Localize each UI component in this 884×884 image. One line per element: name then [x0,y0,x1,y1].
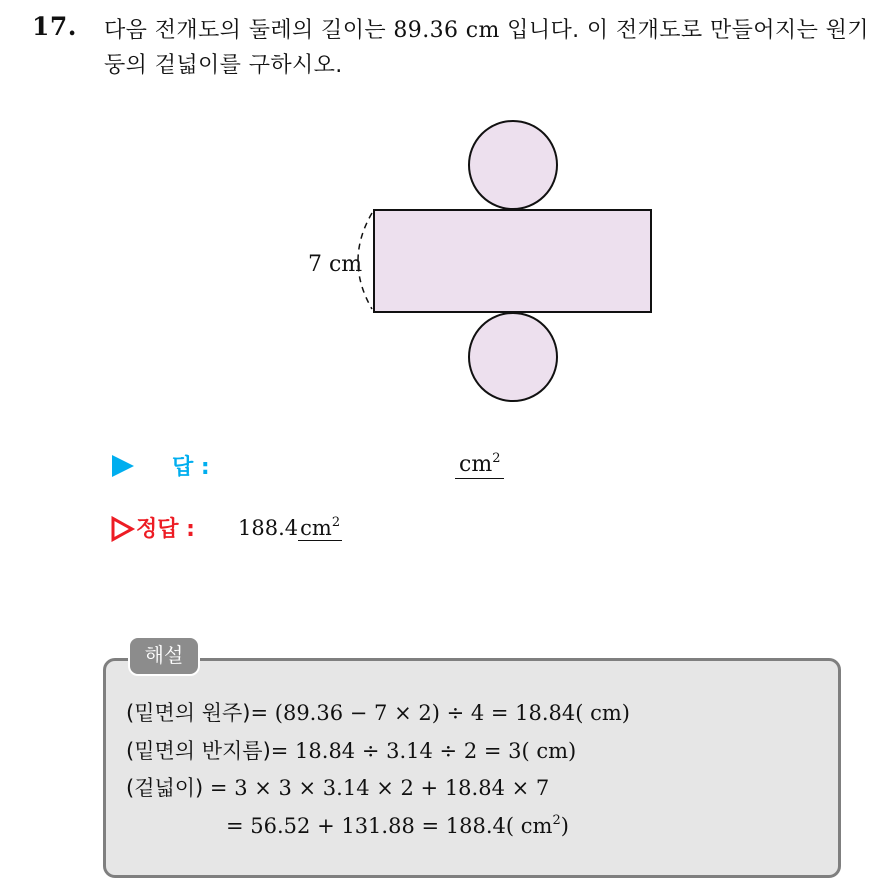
solution-line-2-label: (밑면의 반지름) [126,738,271,763]
solution-line-1-label: (밑면의 원주) [126,701,251,725]
solution-line-2-math: = 18.84 ÷ 3.14 ÷ 2 = 3( cm) [270,738,577,763]
solution-line-4-math: = 56.52 + 131.88 = 188.4( cm [226,813,553,838]
top-base-circle [469,121,557,209]
solution-line-4-exponent: 2 [552,812,561,828]
solution-tag: 해설 [128,636,200,676]
correct-answer-unit-group [298,516,342,541]
problem-statement [104,13,874,83]
correct-answer-unit-exponent: 2 [331,515,341,530]
correct-answer-row [110,510,610,550]
cylinder-net-figure [300,120,670,420]
filled-triangle-icon [110,454,136,478]
solution-line-3-math: = 3 × 3 × 3.14 × 2 + 18.84 × 7 [203,776,550,800]
solution-line-3-label: (겉넓이) [126,776,204,800]
solution-line-4-close: ) [560,813,569,838]
solution-lines [126,697,826,847]
outline-triangle-icon [110,516,136,542]
perimeter-unit: cm [465,18,500,43]
problem-number: 17. [32,12,77,41]
answer-row [110,448,610,488]
side-rectangle [374,210,651,312]
problem-text-part1: 다음 전개도의 둘레의 길이는 [104,18,394,43]
answer-unit: cm [459,452,493,477]
solution-line-4 [126,810,826,848]
answer-label: 답 : [172,455,210,480]
answer-unit-blank[interactable] [455,452,504,479]
bottom-base-circle [469,313,557,401]
solution-line-2 [126,735,826,773]
problem-text-part2: 입니다. 이 전개도로 만들어지는 원기둥의 겉넓이를 구하시오. [104,18,869,78]
correct-answer-unit: cm [300,516,332,540]
perimeter-value: 89.36 [393,18,459,43]
correct-answer-value: 188.4 [238,516,299,540]
solution-line-3 [126,772,826,810]
correct-answer-value-group [238,515,342,541]
solution-line-1-math: = (89.36 − 7 × 2) ÷ 4 = 18.84( cm) [250,701,630,725]
answer-unit-exponent: 2 [492,451,501,466]
correct-answer-label: 정답 : [136,517,195,542]
solution-line-1 [126,697,826,735]
height-label: 7 cm [308,252,363,277]
